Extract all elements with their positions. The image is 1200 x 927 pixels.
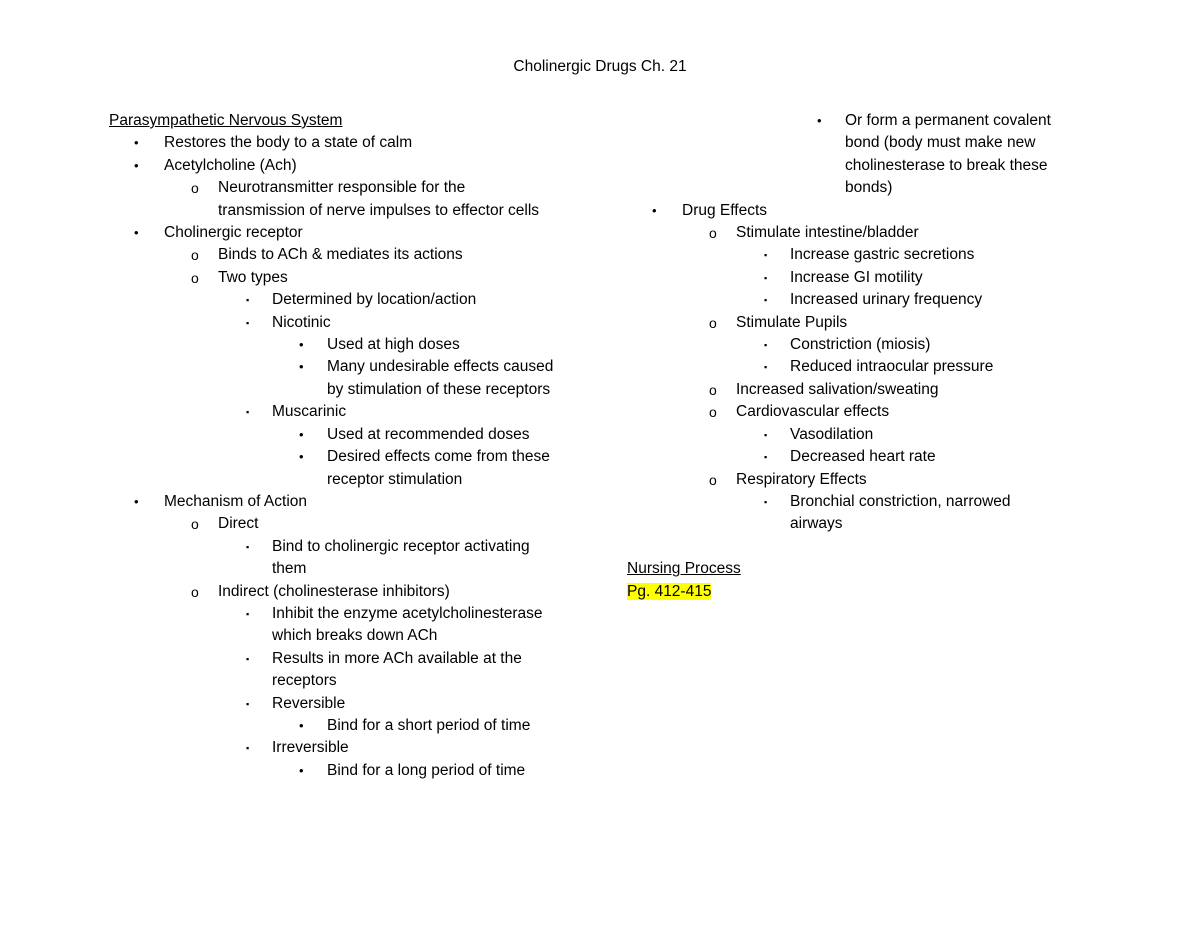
bullet-disc-icon: • <box>134 225 139 241</box>
section-heading: Parasympathetic Nervous System <box>109 112 343 129</box>
list-item: o Neurotransmitter responsible for the <box>109 177 609 199</box>
list-item-continuation: airways <box>790 515 843 533</box>
list-item: o Stimulate intestine/bladder <box>627 222 1097 244</box>
list-item-continuation: transmission of nerve impulses to effector cells <box>218 201 540 219</box>
list-item: • Used at recommended doses <box>109 424 609 446</box>
bullet-circle-icon: o <box>709 225 717 242</box>
list-item: o Cardiovascular effects <box>627 401 1097 423</box>
bullet-square-icon: ▪ <box>246 698 250 709</box>
list-item: ▪ Increased urinary frequency <box>627 289 1097 311</box>
list-item: • Many undesirable effects caused <box>109 356 609 378</box>
bullet-square-icon: ▪ <box>764 272 768 283</box>
highlighted-page-range: Pg. 412-415 <box>627 582 712 600</box>
list-item: ▪ Reversible <box>109 693 609 715</box>
list-item: ▪ Determined by location/action <box>109 289 609 311</box>
bullet-circle-icon: o <box>709 314 717 331</box>
list-item: ▪ Vasodilation <box>627 424 1097 446</box>
bullet-square-icon: ▪ <box>246 541 250 552</box>
list-item: • Or form a permanent covalent <box>627 110 1097 132</box>
left-column <box>109 110 609 782</box>
list-item: • Acetylcholine (Ach) <box>109 155 609 177</box>
bullet-circle-icon: o <box>709 381 717 398</box>
list-item: o Respiratory Effects <box>627 469 1097 491</box>
page-reference <box>627 581 1097 603</box>
list-item: ▪ Increase GI motility <box>627 267 1097 289</box>
list-item: • Restores the body to a state of calm <box>109 132 609 154</box>
list-item: ▪ Increase gastric secretions <box>627 244 1097 266</box>
bullet-square-icon: ▪ <box>764 362 768 373</box>
bullet-square-icon: ▪ <box>246 317 250 328</box>
bullet-circle-icon: o <box>191 516 199 533</box>
bullet-disc-icon: • <box>134 135 139 151</box>
list-item: • Bind for a short period of time <box>109 715 609 737</box>
right-column <box>627 110 1097 603</box>
bullet-circle-icon: o <box>191 180 199 197</box>
bullet-disc-icon: • <box>299 762 304 778</box>
list-item: • Used at high doses <box>109 334 609 356</box>
bullet-disc-icon: • <box>134 157 139 173</box>
bullet-circle-icon: o <box>709 404 717 421</box>
list-item: ▪ Bronchial constriction, narrowed <box>627 491 1097 513</box>
list-item: • Desired effects come from these <box>109 446 609 468</box>
bullet-disc-icon: • <box>652 202 657 218</box>
list-item-continuation: them <box>272 560 307 578</box>
bullet-disc-icon: • <box>817 113 822 128</box>
bullet-square-icon: ▪ <box>764 295 768 306</box>
page-title: Cholinergic Drugs Ch. 21 <box>513 58 687 75</box>
list-item-continuation: receptor stimulation <box>327 470 463 488</box>
nursing-process-heading: Nursing Process <box>627 560 741 578</box>
list-item: ▪ Inhibit the enzyme acetylcholinesterase <box>109 603 609 625</box>
bullet-disc-icon: • <box>299 426 304 442</box>
bullet-disc-icon: • <box>299 449 304 465</box>
bullet-circle-icon: o <box>191 247 199 264</box>
bullet-circle-icon: o <box>191 269 199 286</box>
list-item-continuation: cholinesterase to break these <box>845 156 1048 174</box>
list-item: o Stimulate Pupils <box>627 312 1097 334</box>
list-item-continuation: bond (body must make new <box>845 134 1036 152</box>
list-item: o Binds to ACh & mediates its actions <box>109 244 609 266</box>
list-item: ▪ Constriction (miosis) <box>627 334 1097 356</box>
bullet-square-icon: ▪ <box>764 496 768 507</box>
list-item: • Mechanism of Action <box>109 491 609 513</box>
bullet-square-icon: ▪ <box>246 653 250 664</box>
bullet-square-icon: ▪ <box>246 407 250 418</box>
list-item: o Two types <box>109 267 609 289</box>
bullet-square-icon: ▪ <box>246 743 250 754</box>
bullet-square-icon: ▪ <box>246 295 250 306</box>
list-item: ▪ Irreversible <box>109 737 609 759</box>
bullet-square-icon: ▪ <box>246 608 250 619</box>
list-item: ▪ Results in more ACh available at the <box>109 648 609 670</box>
bullet-square-icon: ▪ <box>764 250 768 261</box>
bullet-circle-icon: o <box>191 583 199 600</box>
list-item: ▪ Muscarinic <box>109 401 609 423</box>
bullet-square-icon: ▪ <box>764 340 768 351</box>
list-item: ▪ Reduced intraocular pressure <box>627 356 1097 378</box>
bullet-square-icon: ▪ <box>764 429 768 440</box>
bullet-square-icon: ▪ <box>764 452 768 463</box>
bullet-disc-icon: • <box>299 337 304 353</box>
list-item: ▪ Decreased heart rate <box>627 446 1097 468</box>
list-item: • Cholinergic receptor <box>109 222 609 244</box>
list-item: ▪ Nicotinic <box>109 312 609 334</box>
list-item-continuation: by stimulation of these receptors <box>327 380 551 398</box>
bullet-disc-icon: • <box>134 493 139 509</box>
list-item-continuation: receptors <box>272 672 337 690</box>
list-item: • Bind for a long period of time <box>109 760 609 782</box>
list-item: o Direct <box>109 513 609 535</box>
list-item-continuation: bonds) <box>845 179 893 197</box>
list-item: o Indirect (cholinesterase inhibitors) <box>109 581 609 603</box>
list-item: o Increased salivation/sweating <box>627 379 1097 401</box>
bullet-disc-icon: • <box>299 717 304 733</box>
list-item: • Drug Effects <box>627 200 1097 222</box>
list-item-continuation: which breaks down ACh <box>272 627 438 645</box>
list-item: ▪ Bind to cholinergic receptor activating <box>109 536 609 558</box>
bullet-circle-icon: o <box>709 471 717 488</box>
bullet-disc-icon: • <box>299 359 304 375</box>
